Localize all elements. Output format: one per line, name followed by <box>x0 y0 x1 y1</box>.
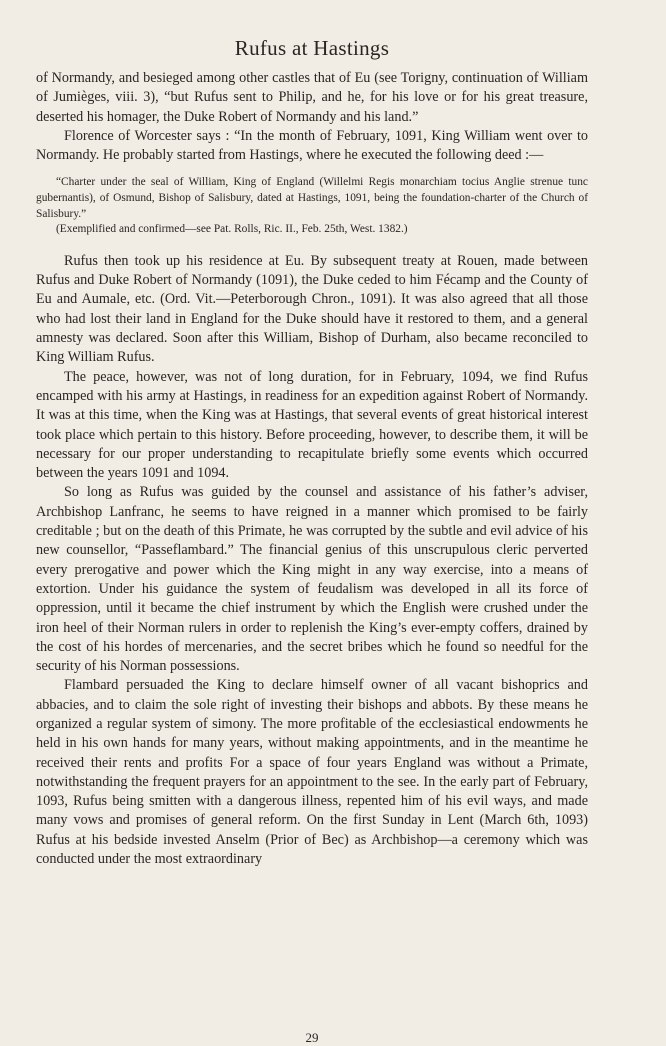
paragraph-lanfranc: So long as Rufus was guided by the counsel and assistance of his father’s adviser, Archbishop Lanfranc, he seems to have reigned in a manner which promised to be fairly creditable ; but on the death of this Primate, he was corrupted by the subtle and evil advice of his new counsellor, “Passeflambard.” The financial genius of this unscrupulous cleric perverted every prerogative and power which the King might in any way exercise, into a means of extortion. Under his guidance the system of feudalism was developed in all its force of oppression, until it became the chief instrument by which the English were crushed under the iron heel of their Norman rulers in order to replenish the King’s ever-empty coffers, drained by the cost of his hordes of mercenaries, and the secret bribes which he found so needful for the security of his Norman possessions. <box>36 484 588 675</box>
charter-quotation <box>36 175 588 237</box>
charter-quote-reference: (Exemplified and confirmed—see Pat. Rolls, Ric. II., Feb. 25th, West. 1382.) <box>56 223 408 236</box>
page-number: 29 <box>305 1030 319 1045</box>
paragraph-peace: The peace, however, was not of long duration, for in February, 1094, we find Rufus encamped with his army at Hastings, in readiness for an expedition against Robert of Normandy. It was at this time, when the King was at Hastings, that several events of great historical interest took place which pertain to this history. Before proceeding, however, to describe them, it will be necessary for our proper understanding to recapitulate briefly some events which occurred between the years 1091 and 1094. <box>36 368 588 482</box>
charter-quote-text: “Charter under the seal of William, King of England (Willelmi Regis monarchiam tocius Anglie strenue tunc gubernantis), of Osmund, Bishop of Salisbury, dated at Hastings, 1091, being the foundation-charter of the Church of Salisbury.” <box>36 176 588 220</box>
paragraph-continuation: of Normandy, and besieged among other castles that of Eu (see Torigny, continuation of William of Jumièges, viii. 3), “but Rufus sent to Philip, and he, for his love or for his great treasure, deserted his homager, the Duke Robert of Normandy and his land.” <box>36 70 588 125</box>
book-page <box>36 30 588 1045</box>
paragraph-florence: Florence of Worcester says : “In the month of February, 1091, King William went over to Normandy. He probably started from Hastings, where he executed the following deed :— <box>36 127 588 164</box>
running-head: Rufus at Hastings <box>234 36 390 60</box>
paragraph-eu: Rufus then took up his residence at Eu. By subsequent treaty at Rouen, made between Rufus and Duke Robert of Normandy (1091), the Duke ceded to him Fécamp and the County of Eu and Aumale, etc. (Ord. Vit.—Peterborough Chron., 1091). It was also agreed that all those who had lost their land in England for the Duke should have it restored to them, and a general amnesty was declared. Soon after this William, Bishop of Durham, also became reconciled to King William Rufus. <box>36 252 588 366</box>
paragraph-flambard: Flambard persuaded the King to declare himself owner of all vacant bishoprics and abbacies, and to claim the sole right of investing their bishops and abbots. By these means he organized a regular system of simony. The more profitable of the ecclesiastical endowments he held in his own hands for many years, without making appointments, and in the meantime he received their rents and profits For a space of four years England was without a Primate, notwithstanding the frequent prayers for an appointment to the see. In the early part of February, 1093, Rufus being smitten with a dangerous illness, repented him of his evil ways, and made many vows and promises of general reform. On the first Sunday in Lent (March 6th, 1093) Rufus at his bedside invested Anselm (Prior of Bec) as Archbishop—a ceremony which was conducted under the most extraordinary <box>36 677 588 868</box>
